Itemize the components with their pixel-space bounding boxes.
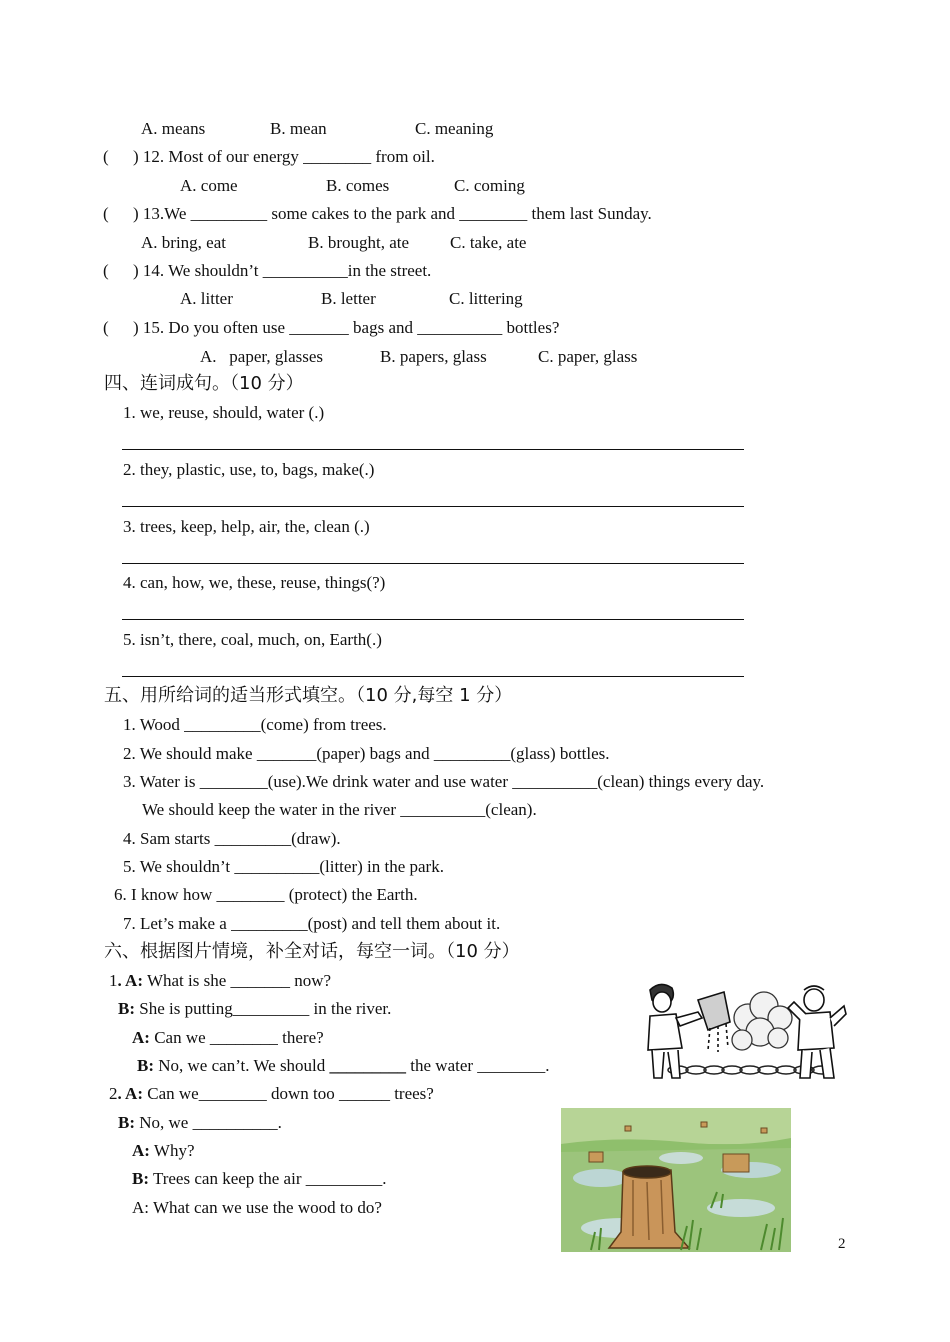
q14-text: ) 14. We shouldn’t __________in the street. [133, 261, 432, 280]
q12-paren: ( [103, 147, 109, 166]
q13-paren: ( [103, 204, 109, 223]
q15-option-b: B. papers, glass [380, 347, 487, 366]
section5-item-5: 5. We shouldn’t __________(litter) in the park. [123, 857, 444, 876]
q12-option-a: A. come [180, 176, 238, 195]
section5-item-3: 3. Water is ________(use).We drink water and use water __________(clean) things every day. [123, 772, 765, 791]
dialogue2-line1: 2. A: Can we________ down too ______ trees? [109, 1084, 434, 1103]
q15-paren: ( [103, 318, 109, 337]
answer-line-1[interactable] [122, 449, 744, 450]
answer-line-5[interactable] [122, 676, 744, 677]
section5-item-3-cont: We should keep the water in the river __________(clean). [142, 800, 537, 819]
answer-line-2[interactable] [122, 506, 744, 507]
dialogue2-line4: B: Trees can keep the air _________. [132, 1169, 387, 1188]
dialogue1-line3: A: Can we ________ there? [132, 1028, 324, 1047]
section5-item-1: 1. Wood _________(come) from trees. [123, 715, 387, 734]
q11-option-c: C. meaning [415, 119, 494, 138]
dialogue1-line2: B: She is putting_________ in the river. [118, 999, 392, 1018]
dialogue1-line4: B: No, we can’t. We should _________ the water ________. [137, 1056, 550, 1075]
q13-text: ) 13.We _________ some cakes to the park and ________ them last Sunday. [133, 204, 652, 223]
section4-item-1: 1. we, reuse, should, water (.) [123, 403, 325, 422]
section5-item-6: 6. I know how ________ (protect) the Earth. [114, 885, 418, 904]
q14-option-c: C. littering [449, 289, 523, 308]
section5-item-7: 7. Let’s make a _________(post) and tell them about it. [123, 914, 501, 933]
q13-option-b: B. brought, ate [308, 233, 410, 252]
q14-option-a: A. litter [180, 289, 233, 308]
section5-item-4: 4. Sam starts _________(draw). [123, 829, 341, 848]
q15-option-a: A. paper, glasses [200, 347, 324, 366]
dialogue2-line3: A: Why? [132, 1141, 195, 1160]
q12-text: ) 12. Most of our energy ________ from oil. [133, 147, 435, 166]
page-number: 2 [838, 1236, 846, 1252]
q12-option-c: C. coming [454, 176, 525, 195]
section4-item-5: 5. isn’t, there, coal, much, on, Earth(.) [123, 630, 382, 649]
section4-heading: 四、连词成句。（10 分） [104, 373, 304, 394]
q15-option-c: C. paper, glass [538, 347, 638, 366]
section4-item-4: 4. can, how, we, these, reuse, things(?) [123, 573, 386, 592]
answer-line-4[interactable] [122, 619, 744, 620]
q15-text: ) 15. Do you often use _______ bags and __________ bottles? [133, 318, 560, 337]
q12-option-b: B. comes [326, 176, 390, 195]
dialogue2-line5: A: What can we use the wood to do? [132, 1198, 382, 1217]
answer-line-3[interactable] [122, 563, 744, 564]
tree-stumps-illustration [561, 1108, 791, 1252]
pollution-illustration [638, 978, 848, 1084]
q11-option-b: B. mean [270, 119, 327, 138]
section5-heading: 五、用所给词的适当形式填空。（10 分,每空 1 分） [104, 685, 513, 706]
q13-option-c: C. take, ate [450, 233, 527, 252]
q14-paren: ( [103, 261, 109, 280]
section6-heading: 六、根据图片情境，补全对话，每空一词。（10 分） [104, 941, 520, 962]
dialogue1-line1: 1. A: What is she _______ now? [109, 971, 332, 990]
section4-item-3: 3. trees, keep, help, air, the, clean (.) [123, 517, 370, 536]
dialogue2-line2: B: No, we __________. [118, 1113, 282, 1132]
q13-option-a: A. bring, eat [141, 233, 226, 252]
section5-item-2: 2. We should make _______(paper) bags and _________(glass) bottles. [123, 744, 610, 763]
section4-item-2: 2. they, plastic, use, to, bags, make(.) [123, 460, 375, 479]
q11-option-a: A. means [141, 119, 206, 138]
q14-option-b: B. letter [321, 289, 376, 308]
